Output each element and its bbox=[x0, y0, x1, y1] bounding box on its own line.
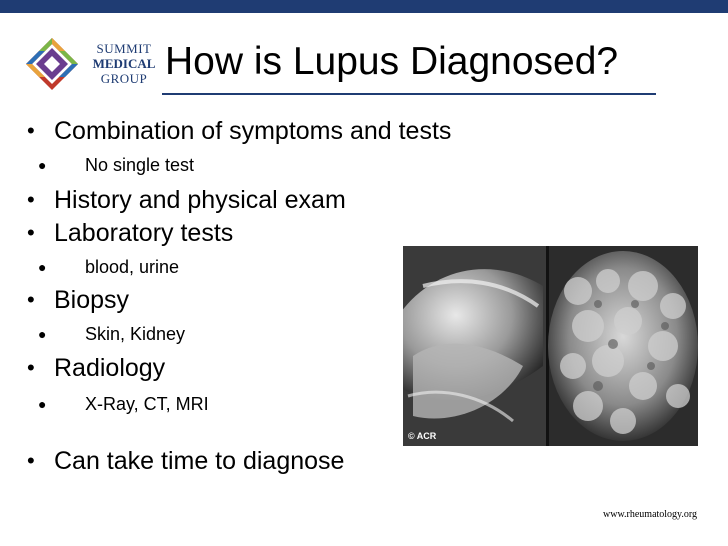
kidney-micrograph-image bbox=[403, 246, 698, 446]
logo-line-2: MEDICAL bbox=[92, 56, 156, 71]
sub-bullet-glyph: ● bbox=[38, 259, 47, 275]
sub-bullet-text: No single test bbox=[85, 155, 195, 175]
bullet-glyph: • bbox=[27, 118, 35, 143]
sub-bullet-glyph: ● bbox=[38, 326, 47, 342]
source-caption: www.rheumatology.org bbox=[603, 509, 698, 520]
logo-line-3: GROUP bbox=[100, 71, 148, 86]
bullet-text: Laboratory tests bbox=[54, 219, 234, 247]
bullet-text: Can take time to diagnose bbox=[54, 447, 345, 475]
logo-line-1: SUMMIT bbox=[96, 41, 152, 56]
logo-wordmark bbox=[91, 42, 157, 85]
slide-title: How is Lupus Diagnosed? bbox=[165, 40, 619, 83]
title-underline bbox=[162, 93, 656, 95]
bullet-glyph: • bbox=[27, 187, 35, 212]
logo-diamond-icon bbox=[12, 36, 92, 92]
bullet-text: Combination of symptoms and tests bbox=[54, 117, 452, 145]
bullet-text: History and physical exam bbox=[54, 186, 346, 214]
bullet-glyph: • bbox=[27, 287, 35, 312]
sub-bullet-text: Skin, Kidney bbox=[85, 324, 186, 344]
sub-bullet-glyph: ● bbox=[38, 157, 47, 173]
bullet-glyph: • bbox=[27, 448, 35, 473]
sub-bullet-text: blood, urine bbox=[85, 257, 180, 277]
top-banner bbox=[0, 0, 728, 13]
image-watermark: © ACR bbox=[408, 431, 437, 441]
sub-bullet-glyph: ● bbox=[38, 396, 47, 412]
sub-bullet-text: X-Ray, CT, MRI bbox=[85, 394, 209, 414]
bullet-text: Radiology bbox=[54, 354, 166, 382]
bullet-text: Biopsy bbox=[54, 286, 130, 314]
bullet-glyph: • bbox=[27, 355, 35, 380]
summit-medical-group-logo bbox=[12, 36, 162, 92]
bullet-glyph: • bbox=[27, 220, 35, 245]
